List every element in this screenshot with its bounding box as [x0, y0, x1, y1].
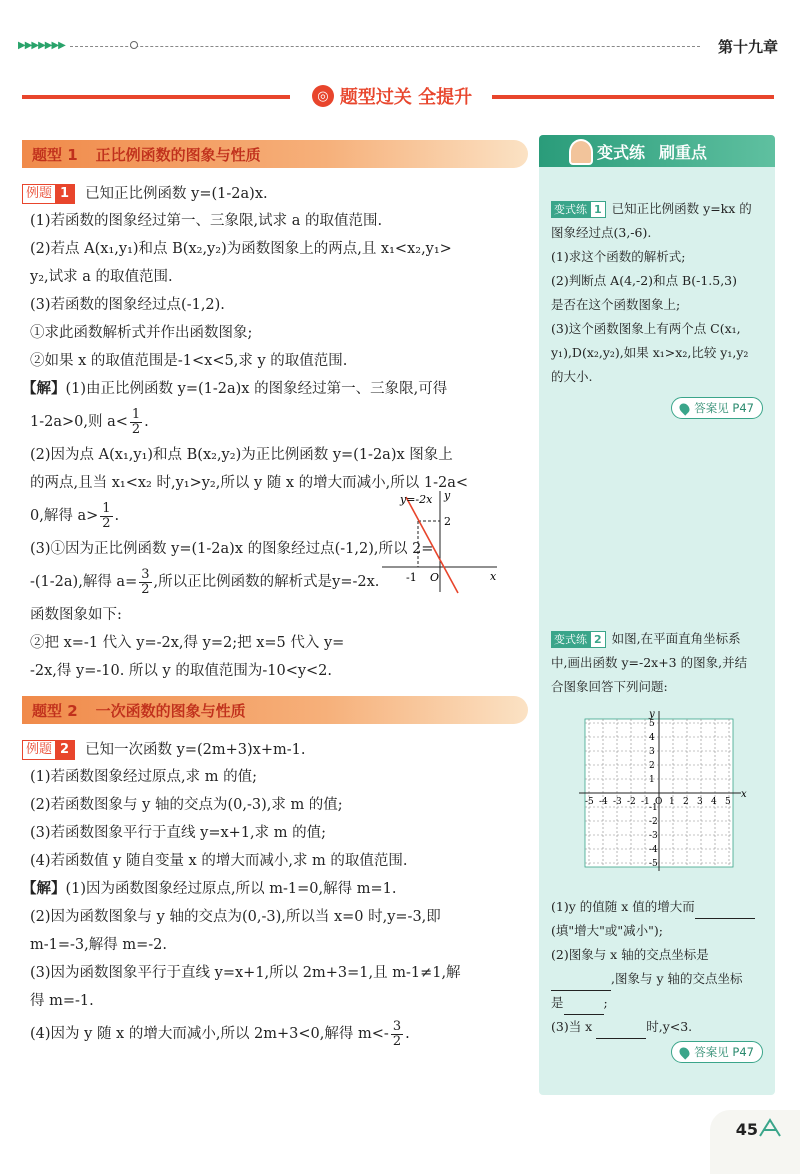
section-banner [292, 82, 492, 110]
grid-y-label: y [649, 709, 655, 720]
graph1-origin: O [430, 571, 440, 584]
example1-graph [372, 487, 502, 595]
example1-tag: 例题 1 [22, 184, 75, 204]
fraction: $\frac{3}{2}$ [392, 1018, 402, 1049]
ex1-q3a: ①求此函数解析式并作出函数图象; [30, 325, 253, 341]
graph1-x-label: x [490, 570, 497, 583]
grid-x-tick: 2 [683, 797, 689, 807]
ex1-sol3d: 函数图象如下: [30, 607, 122, 623]
grid-x-tick: -3 [613, 797, 622, 807]
ex1-sol3a: (3)①因为正比例函数 y=(1-2a)x 的图象经过点(-1,2),所以 2= [30, 541, 434, 557]
grid-x-tick: -2 [627, 797, 636, 807]
grid-x-tick: O [655, 797, 663, 807]
ex1-sol2b: 的两点,且当 x₁<x₂ 时,y₁>y₂,所以 y 随 x 的增大而减小,所以 1-2a< [30, 475, 469, 491]
graph1-line-label: y=-2x [400, 493, 433, 506]
grid-x-tick: -4 [599, 797, 608, 807]
ex2-q2: (2)若函数图象与 y 轴的交点为(0,-3),求 m 的值; [30, 797, 343, 813]
answer-blank[interactable] [695, 905, 755, 919]
chapter-title: 第十九章 [717, 38, 778, 56]
grid-y-tick: 5 [649, 719, 655, 729]
answer-blank[interactable] [596, 1025, 646, 1039]
fraction: $\frac{1}{2}$ [102, 500, 111, 531]
banner-rule-right [492, 95, 774, 99]
practice-sidebar [539, 135, 775, 1095]
header-dashed-line [70, 46, 700, 47]
ex2-q4: (4)若函数值 y 随自变量 x 的增大而减小,求 m 的取值范围. [30, 853, 408, 869]
practice1: 变式练 1 已知正比例函数 y=kx 的 图象经过点(3,-6). (1)求这个函数的解析式; (2)判断点 A(4,-2)和点 B(-1.5,3) 是否在这个函数图象上; (3)这个函数图象上有两个点 C(x₁, y₁),D(x₂,y₂),如果 x₁>x₂,比较 y₁,y₂ 的大小. 答案见 P47 [539, 167, 775, 419]
practice2-answer-link[interactable]: 答案见 P47 [671, 1041, 763, 1063]
type1-header [22, 140, 528, 168]
ex1-q3b: ②如果 x 的取值范围是-1<x<5,求 y 的取值范围. [30, 353, 348, 369]
pin-icon [678, 401, 692, 415]
grid-x-tick: 3 [697, 797, 703, 807]
ex1-sol3b: -(1-2a),解得 a= $\frac{3}{2}$ ,所以正比例函数的解析式是y=-2x. [30, 566, 380, 597]
graph1-y-label: y [444, 489, 451, 502]
main-column [22, 140, 528, 1052]
graph1-tick-2: 2 [444, 515, 451, 528]
header-arrows-decoration: ▶▶▶▶▶▶▶ [18, 40, 65, 51]
ex1-sol3e: ②把 x=-1 代入 y=-2x,得 y=2;把 x=5 代入 y= [30, 635, 345, 651]
grid-y-tick: -3 [649, 831, 658, 841]
type1-title: 正比例函数的图象与性质 [95, 145, 261, 164]
student-icon [569, 139, 593, 165]
grid-x-tick: -1 [641, 797, 650, 807]
ex1-q2a: (2)若点 A(x₁,y₁)和点 B(x₂,y₂)为函数图象上的两点,且 x₁<x₂,y₁> [30, 241, 452, 257]
grid-y-tick: 3 [649, 747, 655, 757]
fraction: $\frac{3}{2}$ [141, 566, 150, 597]
grid-x-tick: 1 [669, 797, 675, 807]
ex1-q1: (1)若函数的图象经过第一、三象限,试求 a 的取值范围. [30, 213, 383, 229]
practice2: 变式练 2 如图,在平面直角坐标系 中,画出函数 y=-2x+3 的图象,并结 合图象回答下列问题: -5 -4 -3 -2 -1 O 1 2 3 4 5 5 4 3 2 1 -1 -2 -3 -4 -5 x y (1)y 的值随 x 值的增大而 (填"增大"或"减小"); (2)图象与 x 轴的交点坐标是 ,图象与 y 轴的交点坐标 是 ; (3)当 x 时,y<3. 答案见 P47 [539, 419, 775, 1063]
practice1-tag: 变式练 1 [551, 201, 606, 218]
example1-stem: 例题 1 已知正比例函数 y=(1-2a)x. [22, 182, 528, 206]
example2-stem: 例题 2 已知一次函数 y=(2m+3)x+m-1. [22, 738, 528, 762]
ex1-sol1b: 1-2a>0,则 a< $\frac{1}{2}$ . [30, 406, 149, 437]
ex2-sol2a: (2)因为函数图象与 y 轴的交点为(0,-3),所以当 x=0 时,y=-3,即 [30, 909, 441, 925]
ex1-q2b: y₂,试求 a 的取值范围. [30, 269, 173, 285]
ex2-sol3b: 得 m=-1. [30, 993, 94, 1009]
example2-tag: 例题 2 [22, 740, 75, 760]
practice2-coordinate-grid [569, 705, 749, 885]
graph1-tick-neg1: -1 [406, 571, 417, 584]
type2-header [22, 696, 528, 724]
ex2-q3: (3)若函数图象平行于直线 y=x+1,求 m 的值; [30, 825, 327, 841]
answer-blank[interactable] [564, 1001, 604, 1015]
header-dot-icon [130, 41, 138, 49]
practice1-answer-link[interactable]: 答案见 P47 [671, 397, 763, 419]
grid-y-tick: 1 [649, 775, 655, 785]
ex1-sol3f: -2x,得 y=-10. 所以 y 的取值范围为-10<y<2. [30, 663, 333, 679]
grid-y-tick: -5 [649, 859, 658, 869]
type1-label: 题型 1 [32, 145, 78, 164]
grid-y-tick: -2 [649, 817, 658, 827]
answer-blank[interactable] [551, 977, 611, 991]
grid-y-tick: -4 [649, 845, 658, 855]
ex1-sol1a: 【解】(1)由正比例函数 y=(1-2a)x 的图象经过第一、三象限,可得 [22, 380, 448, 397]
banner-rule-left [22, 95, 290, 99]
ex2-q1: (1)若函数图象经过原点,求 m 的值; [30, 769, 258, 785]
ex1-sol2c: 0,解得 a> $\frac{1}{2}$ . [30, 500, 120, 531]
ex2-sol2b: m-1=-3,解得 m=-2. [30, 937, 167, 953]
banner-title: 题型过关 全提升 [339, 87, 473, 108]
type2-title: 一次函数的图象与性质 [95, 701, 246, 720]
fraction: $\frac{1}{2}$ [131, 406, 141, 437]
grid-x-tick: 4 [711, 797, 717, 807]
ex1-sol2a: (2)因为点 A(x₁,y₁)和点 B(x₂,y₂)为正比例函数 y=(1-2a)x 图象上 [30, 447, 453, 463]
practice2-tag: 变式练 2 [551, 631, 606, 648]
grid-x-tick: -5 [585, 797, 594, 807]
grid-y-tick: 2 [649, 761, 655, 771]
target-icon: ◎ [312, 85, 334, 107]
type2-label: 题型 2 [32, 701, 78, 720]
sidebar-header: 变式练 刷重点 [539, 135, 775, 167]
pin-icon [678, 1045, 692, 1059]
grid-y-tick: -1 [649, 803, 658, 813]
grid-x-tick: 5 [725, 797, 731, 807]
page-number: 45 [735, 1120, 758, 1139]
ex2-sol1: 【解】(1)因为函数图象经过原点,所以 m-1=0,解得 m=1. [22, 880, 397, 897]
ex1-q3: (3)若函数的图象经过点(-1,2). [30, 297, 225, 313]
grid-y-tick: 4 [649, 733, 655, 743]
grid-x-label: x [741, 789, 747, 800]
letter-a-icon [758, 1118, 782, 1138]
ex2-sol3a: (3)因为函数图象平行于直线 y=x+1,所以 2m+3=1,且 m-1≠1,解 [30, 965, 461, 981]
ex2-sol4: (4)因为 y 随 x 的增大而减小,所以 2m+3<0,解得 m<- $\frac{3}{2}$ . [30, 1018, 410, 1049]
